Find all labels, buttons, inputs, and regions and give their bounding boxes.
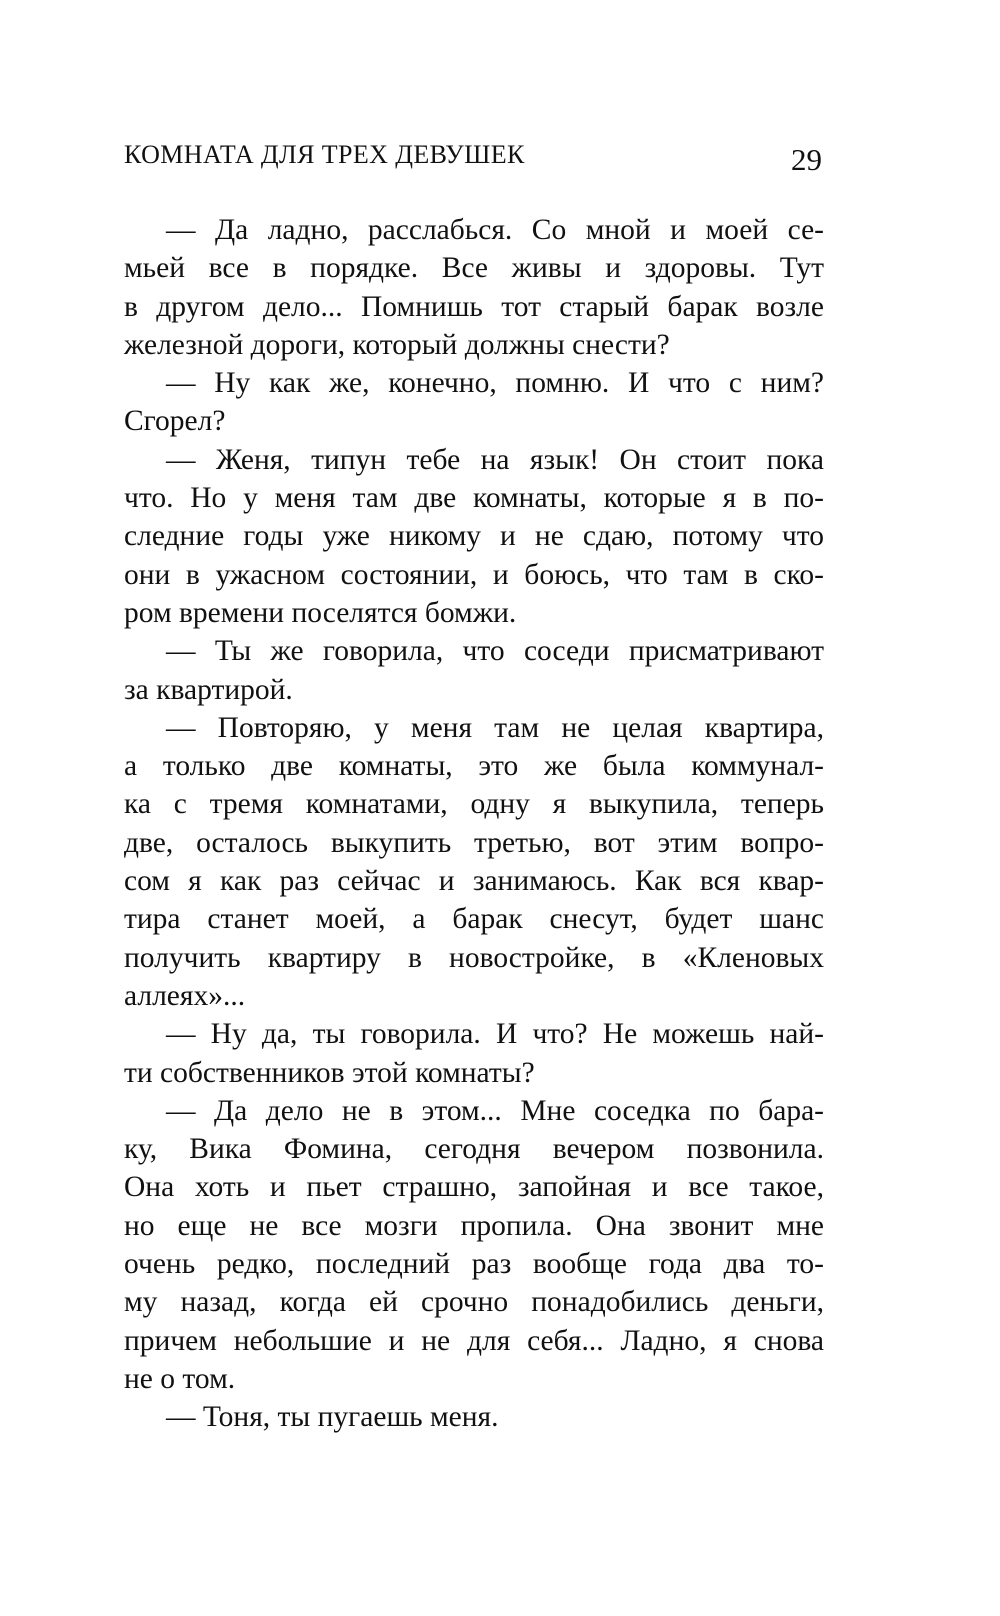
text-line: две, осталось выкупить третью, вот этим вопро- (124, 826, 824, 859)
text-line: — Ну да, ты говорила. И что? Не можешь най- (166, 1018, 824, 1051)
text-line: следние годы уже никому и не сдаю, потому что (124, 520, 824, 553)
text-line: — Повторяю, у меня там не целая квартира, (166, 711, 824, 744)
text-line: Она хоть и пьет страшно, запойная и все такое, (124, 1171, 824, 1204)
text-line: но еще не все мозги пропила. Она звонит мне (124, 1209, 824, 1242)
text-line: они в ужасном состоянии, и боюсь, что там в ско- (124, 558, 824, 591)
text-line: — Тоня, ты пугаешь меня. (166, 1401, 499, 1434)
text-line: в другом дело... Помнишь тот старый барак возле (124, 290, 824, 323)
text-line: причем небольшие и не для себя... Ладно, я снова (124, 1324, 824, 1357)
body-text (124, 211, 824, 1437)
text-line: сом я как раз сейчас и занимаюсь. Как вся квар- (124, 865, 824, 898)
text-line: что. Но у меня там две комнаты, которые я в по- (124, 482, 824, 515)
text-line: — Ну как же, конечно, помню. И что с ним? (166, 367, 824, 400)
text-line: мьей все в порядке. Все живы и здоровы. Тут (124, 252, 824, 285)
text-line: — Да дело не в этом... Мне соседка по бара- (166, 1094, 824, 1127)
running-title: КОМНАТА ДЛЯ ТРЕХ ДЕВУШЕК (124, 140, 525, 169)
text-line: железной дороги, который должны снести? (124, 328, 670, 361)
text-line: му назад, когда ей срочно понадобились деньги, (124, 1286, 824, 1319)
text-line: Сгорел? (124, 405, 226, 438)
text-line: ка с тремя комнатами, одну я выкупила, теперь (124, 788, 824, 821)
text-line: за квартирой. (124, 673, 293, 706)
text-line: — Ты же говорила, что соседи присматривают (166, 635, 824, 668)
text-line: — Да ладно, расслабься. Со мной и моей се- (166, 214, 824, 246)
text-line: не о том. (124, 1362, 236, 1395)
text-line: а только две комнаты, это же была коммунал- (124, 750, 824, 783)
text-line: очень редко, последний раз вообще года два то- (124, 1248, 824, 1281)
text-line: ку, Вика Фомина, сегодня вечером позвонила. (124, 1133, 824, 1166)
text-line: получить квартиру в новостройке, в «Кленовых (124, 941, 824, 974)
text-line: ти собственников этой комнаты? (124, 1056, 535, 1089)
text-line: ром времени поселятся бомжи. (124, 596, 517, 629)
text-line: аллеях»... (124, 979, 246, 1012)
text-line: — Женя, типун тебе на язык! Он стоит пока (166, 443, 824, 476)
page-number: 29 (791, 142, 822, 177)
text-line: тира станет моей, а барак снесут, будет шанс (124, 903, 824, 936)
